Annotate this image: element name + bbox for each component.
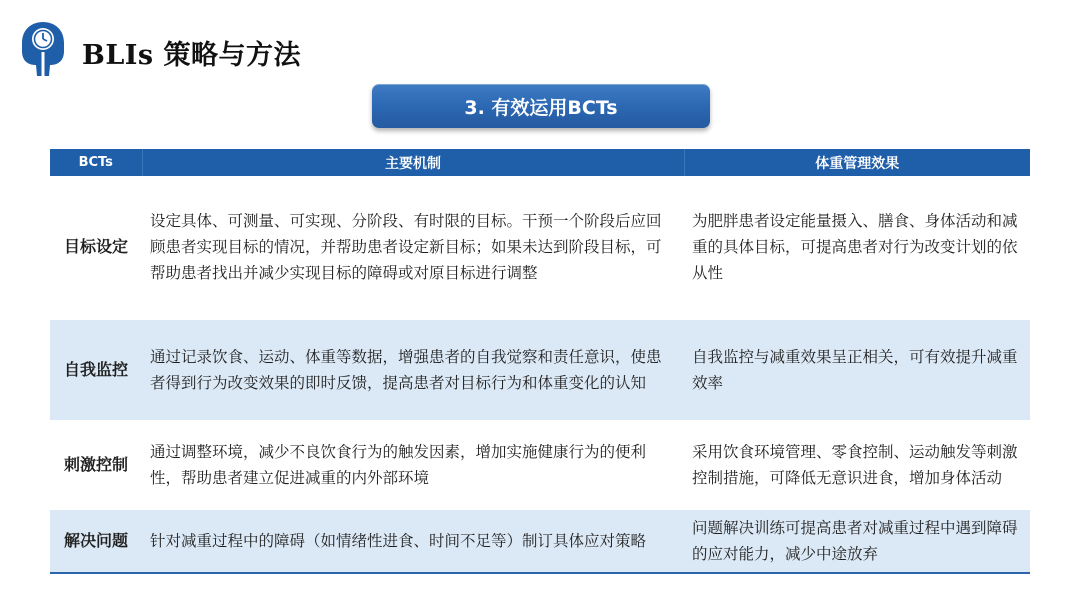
table-header-row xyxy=(50,149,1030,176)
bct-table xyxy=(50,149,1030,574)
table-row xyxy=(50,319,1030,421)
effect-cell: 采用饮食环境管理、零食控制、运动触发等刺激控制措施，可降低无意识进食，增加身体活动 xyxy=(684,421,1030,509)
effect-cell: 问题解决训练可提高患者对减重过程中遇到障碍的应对能力，减少中途放弃 xyxy=(684,509,1030,573)
column-header-bcts: BCTs xyxy=(50,149,142,176)
mechanism-cell: 通过调整环境，减少不良饮食行为的触发因素，增加实施健康行为的便利性，帮助患者建立促进减重的内外部环境 xyxy=(142,421,684,509)
mechanism-cell: 设定具体、可测量、可实现、分阶段、有时限的目标。干预一个阶段后应回顾患者实现目标的情况，并帮助患者设定新目标；如果未达到阶段目标，可帮助患者找出并减少实现目标的障碍或对原目标进行调整 xyxy=(142,176,684,319)
bct-name: 目标设定 xyxy=(50,176,142,319)
table-row xyxy=(50,421,1030,509)
table-row xyxy=(50,509,1030,573)
column-header-effect: 体重管理效果 xyxy=(684,149,1030,176)
effect-cell: 自我监控与减重效果呈正相关，可有效提升减重效率 xyxy=(684,319,1030,421)
mechanism-cell: 通过记录饮食、运动、体重等数据，增强患者的自我觉察和责任意识，使患者得到行为改变效果的即时反馈，提高患者对目标行为和体重变化的认知 xyxy=(142,319,684,421)
clock-person-logo-icon xyxy=(20,21,66,77)
mechanism-cell: 针对减重过程中的障碍（如情绪性进食、时间不足等）制订具体应对策略 xyxy=(142,509,684,573)
page-title: BLIs 策略与方法 xyxy=(82,40,302,71)
table-row xyxy=(50,176,1030,319)
bct-name: 刺激控制 xyxy=(50,421,142,509)
column-header-mechanism: 主要机制 xyxy=(142,149,684,176)
effect-cell: 为肥胖患者设定能量摄入、膳食、身体活动和减重的具体目标，可提高患者对行为改变计划的依从性 xyxy=(684,176,1030,319)
bct-name: 解决问题 xyxy=(50,509,142,573)
bct-name: 自我监控 xyxy=(50,319,142,421)
section-subtitle: 3. 有效运用BCTs xyxy=(372,84,710,128)
